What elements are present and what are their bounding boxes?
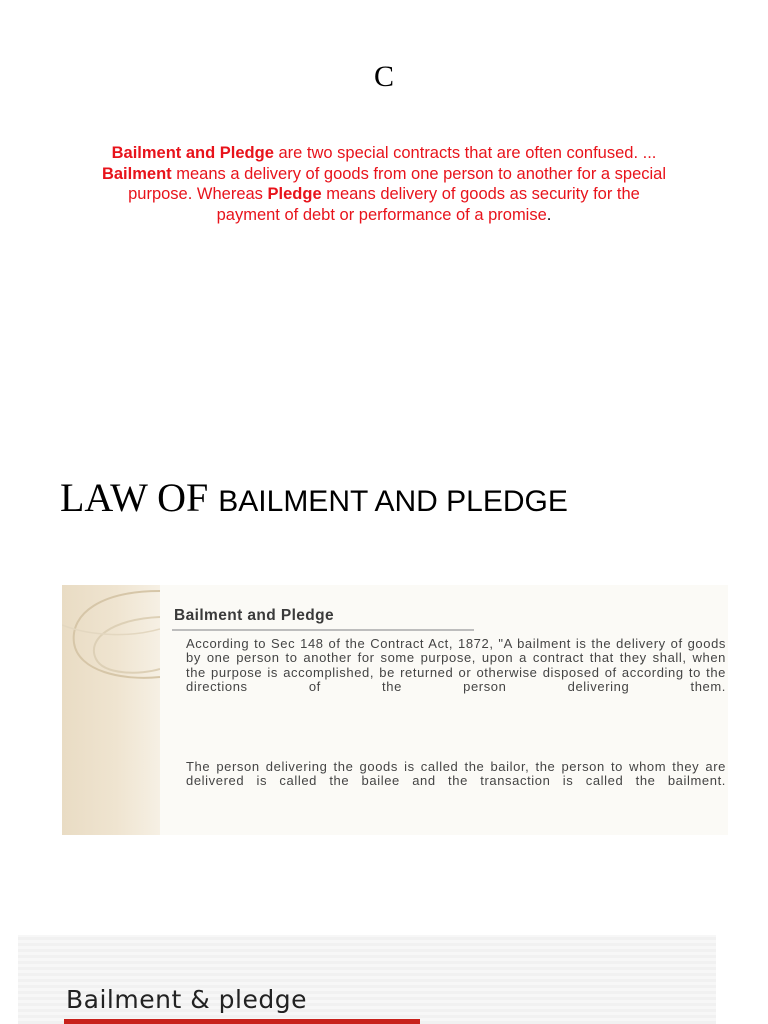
intro-text-1: are two special contracts that are often confused. ... <box>273 144 657 162</box>
section-heading <box>60 474 568 521</box>
intro-term-pledge: Pledge <box>267 185 322 203</box>
intro-paragraph <box>100 143 668 225</box>
slide-title: Bailment & pledge <box>66 985 307 1014</box>
intro-term-bailment: Bailment <box>101 164 172 183</box>
slide-image-bailment-definition <box>62 585 728 835</box>
intro-period: . <box>546 205 552 224</box>
title-accent-bar <box>64 1019 420 1024</box>
intro-text-2: means a delivery of goods from one person to another for a special purpose. Whereas <box>128 164 667 203</box>
page-letter: C <box>373 60 394 93</box>
decorative-strip <box>62 585 160 835</box>
slide-image-bailment-and-pledge <box>18 935 716 1024</box>
decorative-curves-icon <box>62 585 160 835</box>
heading-part-1: LAW OF <box>60 475 219 520</box>
slide-title: Bailment and Pledge <box>174 607 335 624</box>
definition-paragraph: According to Sec 148 of the Contract Act, 1872, "A bailment is the delivery of goods by one person to another for some purpose, upon a contract that they shall, when the purpose is accomplished, be returned or otherwise disposed of according to the directions of the person delivering them. <box>186 636 726 694</box>
intro-term-bailment-and-pledge: Bailment and Pledge <box>111 144 274 162</box>
intro-text-3: means delivery of goods as security for the payment of debt or performance of a promise <box>216 185 640 224</box>
heading-part-2: BAILMENT AND PLEDGE <box>218 485 568 518</box>
title-underline <box>172 629 474 631</box>
parties-paragraph: The person delivering the goods is called the bailor, the person to whom they are delivered is called the bailee and the transaction is called the bailment. <box>186 759 726 789</box>
